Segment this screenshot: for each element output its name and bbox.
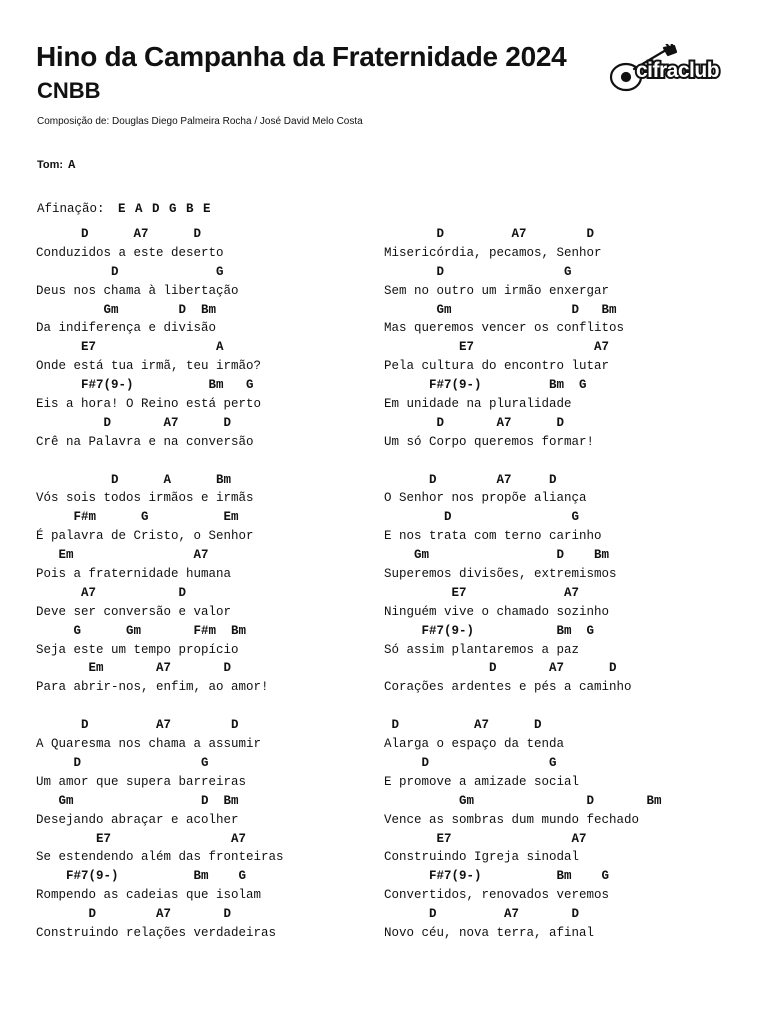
cifraclub-logo[interactable]	[606, 44, 722, 96]
lyric-line: Rompendo as cadeias que isolam	[36, 888, 262, 903]
chord-line[interactable]: Em A7	[36, 548, 209, 563]
lyric-line: A Quaresma nos chama a assumir	[36, 737, 262, 752]
chord-line[interactable]: E7 A7	[384, 340, 610, 355]
chord-line[interactable]: D A7 D	[384, 661, 617, 676]
song-column-right	[384, 225, 744, 943]
logo-text: cifraclub	[636, 59, 720, 82]
chord-line[interactable]: D G	[36, 264, 224, 279]
chord-line[interactable]: E7 A7	[384, 585, 580, 600]
lyric-line: Deus nos chama à libertação	[36, 283, 239, 298]
chord-line[interactable]: Gm D Bm	[384, 793, 662, 808]
stanza-break	[384, 697, 744, 716]
chord-line[interactable]: A7 D	[36, 585, 187, 600]
lyric-line: Misericórdia, pecamos, Senhor	[384, 245, 602, 260]
lyric-line: Construindo Igreja sinodal	[384, 850, 580, 865]
chord-line[interactable]: D A7 D	[384, 718, 542, 733]
lyric-line: Vós sois todos irmãos e irmãs	[36, 491, 254, 506]
lyric-line: Pois a fraternidade humana	[36, 567, 232, 582]
chord-line[interactable]: E7 A	[36, 340, 224, 355]
chord-line[interactable]: D A7 D	[384, 907, 580, 922]
lyric-line: Superemos divisões, extremismos	[384, 567, 617, 582]
chord-line[interactable]: F#7(9-) Bm G	[384, 623, 595, 638]
chord-line[interactable]: D A7 D	[36, 718, 239, 733]
stanza-break	[384, 452, 744, 471]
lyric-line: O Senhor nos propõe aliança	[384, 491, 587, 506]
chord-line[interactable]: D A7 D	[384, 227, 595, 241]
lyric-line: Ninguém vive o chamado sozinho	[384, 604, 610, 619]
chord-line[interactable]: D A7 D	[36, 907, 232, 922]
lyric-line: Seja este um tempo propício	[36, 642, 239, 657]
lyric-line: Da indiferença e divisão	[36, 321, 217, 336]
chord-line[interactable]: D A Bm	[36, 472, 232, 487]
key-label: Tom:	[37, 159, 64, 171]
lyric-line: É palavra de Cristo, o Senhor	[36, 529, 254, 544]
lyric-line: Crê na Palavra e na conversão	[36, 434, 254, 449]
lyric-line: Só assim plantaremos a paz	[384, 642, 580, 657]
lyric-line: E nos trata com terno carinho	[384, 529, 602, 544]
chord-line[interactable]: F#m G Em	[36, 510, 239, 525]
lyric-line: Conduzidos a este deserto	[36, 245, 224, 260]
lyric-line: Alarga o espaço da tenda	[384, 737, 565, 752]
chord-line[interactable]: F#7(9-) Bm G	[36, 869, 247, 884]
lyric-line: Corações ardentes e pés a caminho	[384, 680, 632, 695]
lyric-line: Construindo relações verdadeiras	[36, 925, 277, 940]
chord-line[interactable]: F#7(9-) Bm G	[384, 869, 610, 884]
lyric-line: E promove a amizade social	[384, 774, 580, 789]
chord-line[interactable]: D A7 D	[384, 415, 565, 430]
song-title: Hino da Campanha da Fraternidade 2024	[36, 41, 567, 72]
chord-line[interactable]: D A7 D	[36, 415, 232, 430]
lyric-line: Um amor que supera barreiras	[36, 774, 247, 789]
lyric-line: Vence as sombras dum mundo fechado	[384, 812, 640, 827]
chord-line[interactable]: D G	[36, 755, 209, 770]
lyric-line: Deve ser conversão e valor	[36, 604, 232, 619]
chord-line[interactable]: Em A7 D	[36, 661, 232, 676]
lyric-line: Se estendendo além das fronteiras	[36, 850, 284, 865]
lyric-line: Sem no outro um irmão enxergar	[384, 283, 610, 298]
artist-name[interactable]: CNBB	[37, 78, 101, 103]
lyric-line: Para abrir-nos, enfim, ao amor!	[36, 680, 269, 695]
key-value[interactable]: A	[68, 158, 76, 172]
chord-line[interactable]: D G	[384, 755, 557, 770]
lyric-line: Desejando abraçar e acolher	[36, 812, 239, 827]
tuning-info	[37, 202, 212, 217]
chord-line[interactable]: D G	[384, 510, 580, 525]
stanza-break	[36, 452, 396, 471]
chord-line[interactable]: Gm D Bm	[36, 793, 239, 808]
lyric-line: Um só Corpo queremos formar!	[384, 434, 595, 449]
chord-line[interactable]: D A7 D	[36, 227, 202, 241]
chord-line[interactable]: D A7 D	[384, 472, 557, 487]
chord-line[interactable]: D G	[384, 264, 572, 279]
tuning-label: Afinação:	[37, 202, 105, 216]
chord-line[interactable]: F#7(9-) Bm G	[36, 378, 254, 393]
chord-line[interactable]: Gm D Bm	[36, 302, 217, 317]
chord-line[interactable]: F#7(9-) Bm G	[384, 378, 587, 393]
lyric-line: Mas queremos vencer os conflitos	[384, 321, 625, 336]
chord-line[interactable]: E7 A7	[384, 831, 587, 846]
lyric-line: Onde está tua irmã, teu irmão?	[36, 359, 262, 374]
composer-credits: Composição de: Douglas Diego Palmeira Rocha / José David Melo Costa	[37, 116, 363, 127]
chord-line[interactable]: G Gm F#m Bm	[36, 623, 247, 638]
tuning-notes: E A D G B E	[118, 202, 212, 216]
chord-line[interactable]: E7 A7	[36, 831, 247, 846]
lyric-line: Novo céu, nova terra, afinal	[384, 925, 595, 940]
lyric-line: Em unidade na pluralidade	[384, 397, 572, 412]
lyric-line: Pela cultura do encontro lutar	[384, 359, 610, 374]
lyric-line: Convertidos, renovados veremos	[384, 888, 610, 903]
key-info	[37, 158, 75, 172]
stanza-break	[36, 697, 396, 716]
chord-line[interactable]: Gm D Bm	[384, 302, 617, 317]
song-column-left	[36, 225, 396, 943]
lyric-line: Eis a hora! O Reino está perto	[36, 397, 262, 412]
chord-line[interactable]: Gm D Bm	[384, 548, 610, 563]
